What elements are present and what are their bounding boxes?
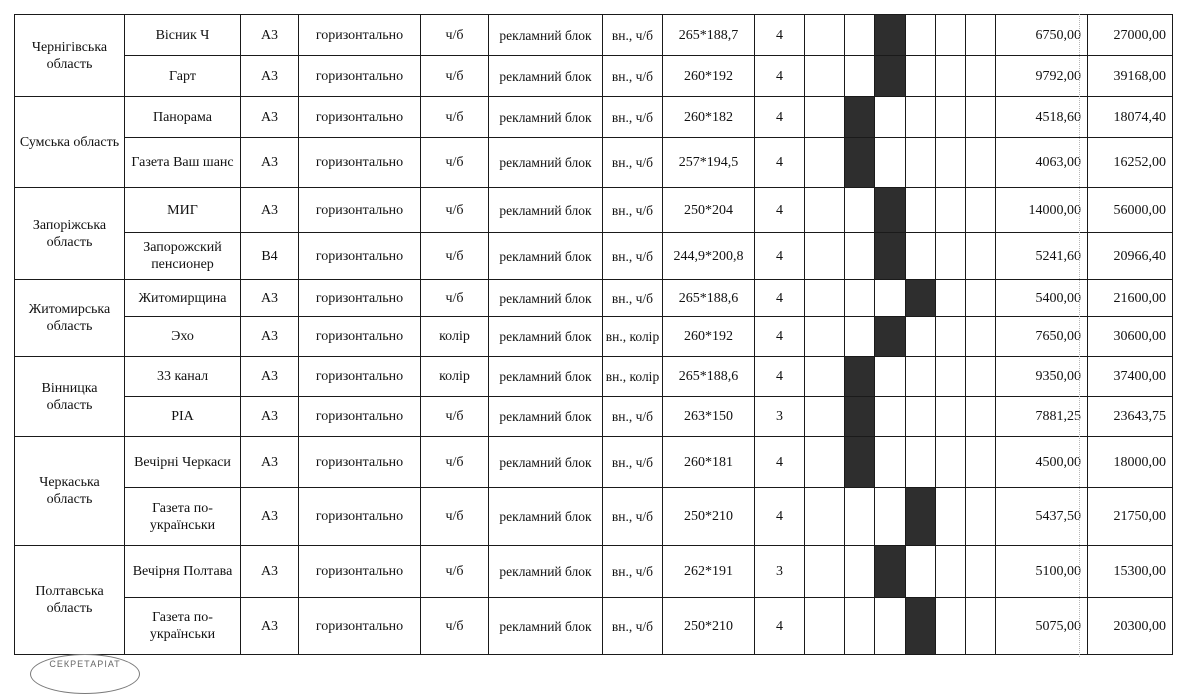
schedule-week-cell <box>906 280 936 317</box>
quantity-cell: 4 <box>755 598 805 655</box>
quantity-cell: 4 <box>755 138 805 188</box>
orientation-cell: горизонтально <box>299 488 421 546</box>
schedule-week-cell <box>845 97 875 138</box>
schedule-week-cell <box>875 188 906 233</box>
quantity-cell: 4 <box>755 488 805 546</box>
schedule-week-cell <box>966 280 996 317</box>
price-cell: 5100,00 <box>996 546 1088 598</box>
table-row <box>15 280 1173 317</box>
placement-cell: вн., колір <box>603 357 663 397</box>
placement-cell: вн., ч/б <box>603 280 663 317</box>
placement-cell: вн., ч/б <box>603 598 663 655</box>
quantity-cell: 4 <box>755 437 805 488</box>
schedule-week-cell <box>875 397 906 437</box>
orientation-cell: горизонтально <box>299 15 421 56</box>
schedule-week-cell <box>845 546 875 598</box>
color-cell: ч/б <box>421 488 489 546</box>
format-cell: А3 <box>241 138 299 188</box>
placement-cell: вн., ч/б <box>603 138 663 188</box>
schedule-week-cell <box>845 397 875 437</box>
price-cell: 5400,00 <box>996 280 1088 317</box>
newspaper-cell: 33 канал <box>125 357 241 397</box>
schedule-week-cell <box>966 437 996 488</box>
orientation-cell: горизонтально <box>299 317 421 357</box>
schedule-week-cell <box>936 138 966 188</box>
region-cell: Полтавська область <box>15 546 125 655</box>
quantity-cell: 3 <box>755 397 805 437</box>
color-cell: ч/б <box>421 233 489 280</box>
ad-type-cell: рекламний блок <box>489 188 603 233</box>
format-cell: А3 <box>241 56 299 97</box>
size-cell: 265*188,6 <box>663 357 755 397</box>
orientation-cell: горизонтально <box>299 97 421 138</box>
schedule-week-cell <box>845 56 875 97</box>
orientation-cell: горизонтально <box>299 546 421 598</box>
schedule-week-cell <box>805 97 845 138</box>
price-cell: 7881,25 <box>996 397 1088 437</box>
total-cell: 21600,00 <box>1088 280 1173 317</box>
schedule-week-cell <box>936 188 966 233</box>
schedule-week-cell <box>845 188 875 233</box>
schedule-week-cell <box>906 546 936 598</box>
schedule-week-cell <box>906 437 936 488</box>
color-cell: ч/б <box>421 188 489 233</box>
newspaper-cell: МИГ <box>125 188 241 233</box>
ad-type-cell: рекламний блок <box>489 488 603 546</box>
placement-cell: вн., ч/б <box>603 56 663 97</box>
schedule-week-cell <box>906 188 936 233</box>
schedule-week-cell <box>875 56 906 97</box>
format-cell: А3 <box>241 397 299 437</box>
schedule-week-cell <box>875 233 906 280</box>
schedule-week-cell <box>936 15 966 56</box>
schedule-week-cell <box>875 138 906 188</box>
schedule-week-cell <box>875 437 906 488</box>
quantity-cell: 4 <box>755 233 805 280</box>
schedule-week-cell <box>906 317 936 357</box>
schedule-week-cell <box>845 598 875 655</box>
table-row <box>15 233 1173 280</box>
newspaper-cell: Гарт <box>125 56 241 97</box>
schedule-week-cell <box>875 317 906 357</box>
schedule-week-cell <box>805 598 845 655</box>
orientation-cell: горизонтально <box>299 280 421 317</box>
ad-type-cell: рекламний блок <box>489 317 603 357</box>
schedule-week-cell <box>906 233 936 280</box>
color-cell: ч/б <box>421 397 489 437</box>
schedule-week-cell <box>845 15 875 56</box>
media-plan-table <box>14 14 1173 655</box>
placement-cell: вн., ч/б <box>603 188 663 233</box>
region-cell: Черкаська область <box>15 437 125 546</box>
table-row <box>15 598 1173 655</box>
orientation-cell: горизонтально <box>299 598 421 655</box>
price-cell: 7650,00 <box>996 317 1088 357</box>
schedule-week-cell <box>805 317 845 357</box>
format-cell: А3 <box>241 188 299 233</box>
format-cell: А3 <box>241 488 299 546</box>
schedule-week-cell <box>875 357 906 397</box>
format-cell: А3 <box>241 280 299 317</box>
schedule-week-cell <box>845 437 875 488</box>
orientation-cell: горизонтально <box>299 56 421 97</box>
quantity-cell: 4 <box>755 97 805 138</box>
color-cell: колір <box>421 357 489 397</box>
price-cell: 4500,00 <box>996 437 1088 488</box>
color-cell: колір <box>421 317 489 357</box>
region-cell: Запоріжська область <box>15 188 125 280</box>
schedule-week-cell <box>936 598 966 655</box>
color-cell: ч/б <box>421 15 489 56</box>
price-cell: 9350,00 <box>996 357 1088 397</box>
table-body <box>15 15 1173 655</box>
newspaper-cell: Вісник Ч <box>125 15 241 56</box>
placement-cell: вн., ч/б <box>603 437 663 488</box>
document-page <box>14 14 1173 655</box>
schedule-week-cell <box>805 138 845 188</box>
schedule-week-cell <box>845 138 875 188</box>
schedule-week-cell <box>805 357 845 397</box>
ad-type-cell: рекламний блок <box>489 546 603 598</box>
schedule-week-cell <box>906 397 936 437</box>
total-cell: 23643,75 <box>1088 397 1173 437</box>
total-cell: 56000,00 <box>1088 188 1173 233</box>
price-cell: 9792,00 <box>996 56 1088 97</box>
newspaper-cell: Житомирщина <box>125 280 241 317</box>
table-row <box>15 97 1173 138</box>
placement-cell: вн., ч/б <box>603 15 663 56</box>
placement-cell: вн., ч/б <box>603 397 663 437</box>
schedule-week-cell <box>906 357 936 397</box>
total-cell: 16252,00 <box>1088 138 1173 188</box>
color-cell: ч/б <box>421 138 489 188</box>
color-cell: ч/б <box>421 598 489 655</box>
total-cell: 15300,00 <box>1088 546 1173 598</box>
table-row <box>15 188 1173 233</box>
price-cell: 4518,60 <box>996 97 1088 138</box>
schedule-week-cell <box>805 188 845 233</box>
quantity-cell: 4 <box>755 15 805 56</box>
total-cell: 18074,40 <box>1088 97 1173 138</box>
ad-type-cell: рекламний блок <box>489 598 603 655</box>
schedule-week-cell <box>966 546 996 598</box>
schedule-week-cell <box>936 56 966 97</box>
size-cell: 260*181 <box>663 437 755 488</box>
schedule-week-cell <box>966 233 996 280</box>
format-cell: А3 <box>241 15 299 56</box>
color-cell: ч/б <box>421 56 489 97</box>
ad-type-cell: рекламний блок <box>489 97 603 138</box>
total-cell: 20966,40 <box>1088 233 1173 280</box>
schedule-week-cell <box>936 488 966 546</box>
format-cell: А3 <box>241 97 299 138</box>
schedule-week-cell <box>875 280 906 317</box>
ad-type-cell: рекламний блок <box>489 437 603 488</box>
table-row <box>15 317 1173 357</box>
schedule-week-cell <box>966 357 996 397</box>
table-row <box>15 488 1173 546</box>
total-cell: 27000,00 <box>1088 15 1173 56</box>
orientation-cell: горизонтально <box>299 188 421 233</box>
format-cell: А3 <box>241 546 299 598</box>
format-cell: В4 <box>241 233 299 280</box>
ad-type-cell: рекламний блок <box>489 138 603 188</box>
format-cell: А3 <box>241 357 299 397</box>
schedule-week-cell <box>936 357 966 397</box>
schedule-week-cell <box>845 357 875 397</box>
size-cell: 260*192 <box>663 317 755 357</box>
size-cell: 263*150 <box>663 397 755 437</box>
ad-type-cell: рекламний блок <box>489 233 603 280</box>
newspaper-cell: Вечірня Полтава <box>125 546 241 598</box>
orientation-cell: горизонтально <box>299 397 421 437</box>
schedule-week-cell <box>805 397 845 437</box>
ad-type-cell: рекламний блок <box>489 397 603 437</box>
newspaper-cell: Запорожский пенсионер <box>125 233 241 280</box>
schedule-week-cell <box>936 280 966 317</box>
total-cell: 21750,00 <box>1088 488 1173 546</box>
total-cell: 18000,00 <box>1088 437 1173 488</box>
schedule-week-cell <box>966 15 996 56</box>
dotted-separator <box>1079 14 1080 657</box>
newspaper-cell: Вечірні Черкаси <box>125 437 241 488</box>
orientation-cell: горизонтально <box>299 357 421 397</box>
orientation-cell: горизонтально <box>299 233 421 280</box>
size-cell: 260*192 <box>663 56 755 97</box>
region-cell: Вінницка область <box>15 357 125 437</box>
total-cell: 37400,00 <box>1088 357 1173 397</box>
color-cell: ч/б <box>421 546 489 598</box>
quantity-cell: 4 <box>755 280 805 317</box>
color-cell: ч/б <box>421 280 489 317</box>
price-cell: 6750,00 <box>996 15 1088 56</box>
schedule-week-cell <box>966 56 996 97</box>
price-cell: 5437,50 <box>996 488 1088 546</box>
total-cell: 39168,00 <box>1088 56 1173 97</box>
schedule-week-cell <box>966 317 996 357</box>
schedule-week-cell <box>906 97 936 138</box>
schedule-week-cell <box>805 233 845 280</box>
size-cell: 250*204 <box>663 188 755 233</box>
schedule-week-cell <box>936 437 966 488</box>
size-cell: 250*210 <box>663 598 755 655</box>
schedule-week-cell <box>805 488 845 546</box>
schedule-week-cell <box>966 488 996 546</box>
size-cell: 244,9*200,8 <box>663 233 755 280</box>
table-row <box>15 357 1173 397</box>
size-cell: 262*191 <box>663 546 755 598</box>
placement-cell: вн., ч/б <box>603 233 663 280</box>
schedule-week-cell <box>966 397 996 437</box>
color-cell: ч/б <box>421 97 489 138</box>
placement-cell: вн., ч/б <box>603 546 663 598</box>
price-cell: 5075,00 <box>996 598 1088 655</box>
quantity-cell: 3 <box>755 546 805 598</box>
newspaper-cell: Газета по-українськи <box>125 488 241 546</box>
region-cell: Чернігівська область <box>15 15 125 97</box>
newspaper-cell: Панорама <box>125 97 241 138</box>
official-seal: СЕКРЕТАРІАТ <box>30 654 140 694</box>
placement-cell: вн., ч/б <box>603 97 663 138</box>
schedule-week-cell <box>966 598 996 655</box>
newspaper-cell: Газета Ваш шанс <box>125 138 241 188</box>
quantity-cell: 4 <box>755 357 805 397</box>
schedule-week-cell <box>845 317 875 357</box>
size-cell: 257*194,5 <box>663 138 755 188</box>
schedule-week-cell <box>936 546 966 598</box>
ad-type-cell: рекламний блок <box>489 357 603 397</box>
schedule-week-cell <box>805 437 845 488</box>
color-cell: ч/б <box>421 437 489 488</box>
ad-type-cell: рекламний блок <box>489 15 603 56</box>
quantity-cell: 4 <box>755 188 805 233</box>
schedule-week-cell <box>875 598 906 655</box>
schedule-week-cell <box>875 15 906 56</box>
schedule-week-cell <box>805 546 845 598</box>
schedule-week-cell <box>875 546 906 598</box>
schedule-week-cell <box>805 56 845 97</box>
price-cell: 4063,00 <box>996 138 1088 188</box>
size-cell: 260*182 <box>663 97 755 138</box>
size-cell: 250*210 <box>663 488 755 546</box>
schedule-week-cell <box>966 97 996 138</box>
format-cell: А3 <box>241 437 299 488</box>
schedule-week-cell <box>906 488 936 546</box>
quantity-cell: 4 <box>755 56 805 97</box>
schedule-week-cell <box>875 488 906 546</box>
table-row <box>15 397 1173 437</box>
schedule-week-cell <box>966 138 996 188</box>
schedule-week-cell <box>936 97 966 138</box>
orientation-cell: горизонтально <box>299 437 421 488</box>
table-row <box>15 56 1173 97</box>
newspaper-cell: РІА <box>125 397 241 437</box>
price-cell: 5241,60 <box>996 233 1088 280</box>
table-row <box>15 15 1173 56</box>
schedule-week-cell <box>936 397 966 437</box>
newspaper-cell: Газета по-українськи <box>125 598 241 655</box>
schedule-week-cell <box>845 280 875 317</box>
schedule-week-cell <box>875 97 906 138</box>
ad-type-cell: рекламний блок <box>489 56 603 97</box>
total-cell: 20300,00 <box>1088 598 1173 655</box>
table-row <box>15 546 1173 598</box>
size-cell: 265*188,6 <box>663 280 755 317</box>
total-cell: 30600,00 <box>1088 317 1173 357</box>
orientation-cell: горизонтально <box>299 138 421 188</box>
schedule-week-cell <box>906 56 936 97</box>
schedule-week-cell <box>936 317 966 357</box>
table-row <box>15 437 1173 488</box>
schedule-week-cell <box>845 233 875 280</box>
format-cell: А3 <box>241 317 299 357</box>
schedule-week-cell <box>906 598 936 655</box>
schedule-week-cell <box>936 233 966 280</box>
size-cell: 265*188,7 <box>663 15 755 56</box>
schedule-week-cell <box>805 280 845 317</box>
schedule-week-cell <box>906 138 936 188</box>
schedule-week-cell <box>845 488 875 546</box>
schedule-week-cell <box>805 15 845 56</box>
price-cell: 14000,00 <box>996 188 1088 233</box>
ad-type-cell: рекламний блок <box>489 280 603 317</box>
table-row <box>15 138 1173 188</box>
region-cell: Житомирська область <box>15 280 125 357</box>
quantity-cell: 4 <box>755 317 805 357</box>
newspaper-cell: Эхо <box>125 317 241 357</box>
region-cell: Сумська область <box>15 97 125 188</box>
placement-cell: вн., ч/б <box>603 488 663 546</box>
placement-cell: вн., колір <box>603 317 663 357</box>
format-cell: А3 <box>241 598 299 655</box>
schedule-week-cell <box>906 15 936 56</box>
schedule-week-cell <box>966 188 996 233</box>
